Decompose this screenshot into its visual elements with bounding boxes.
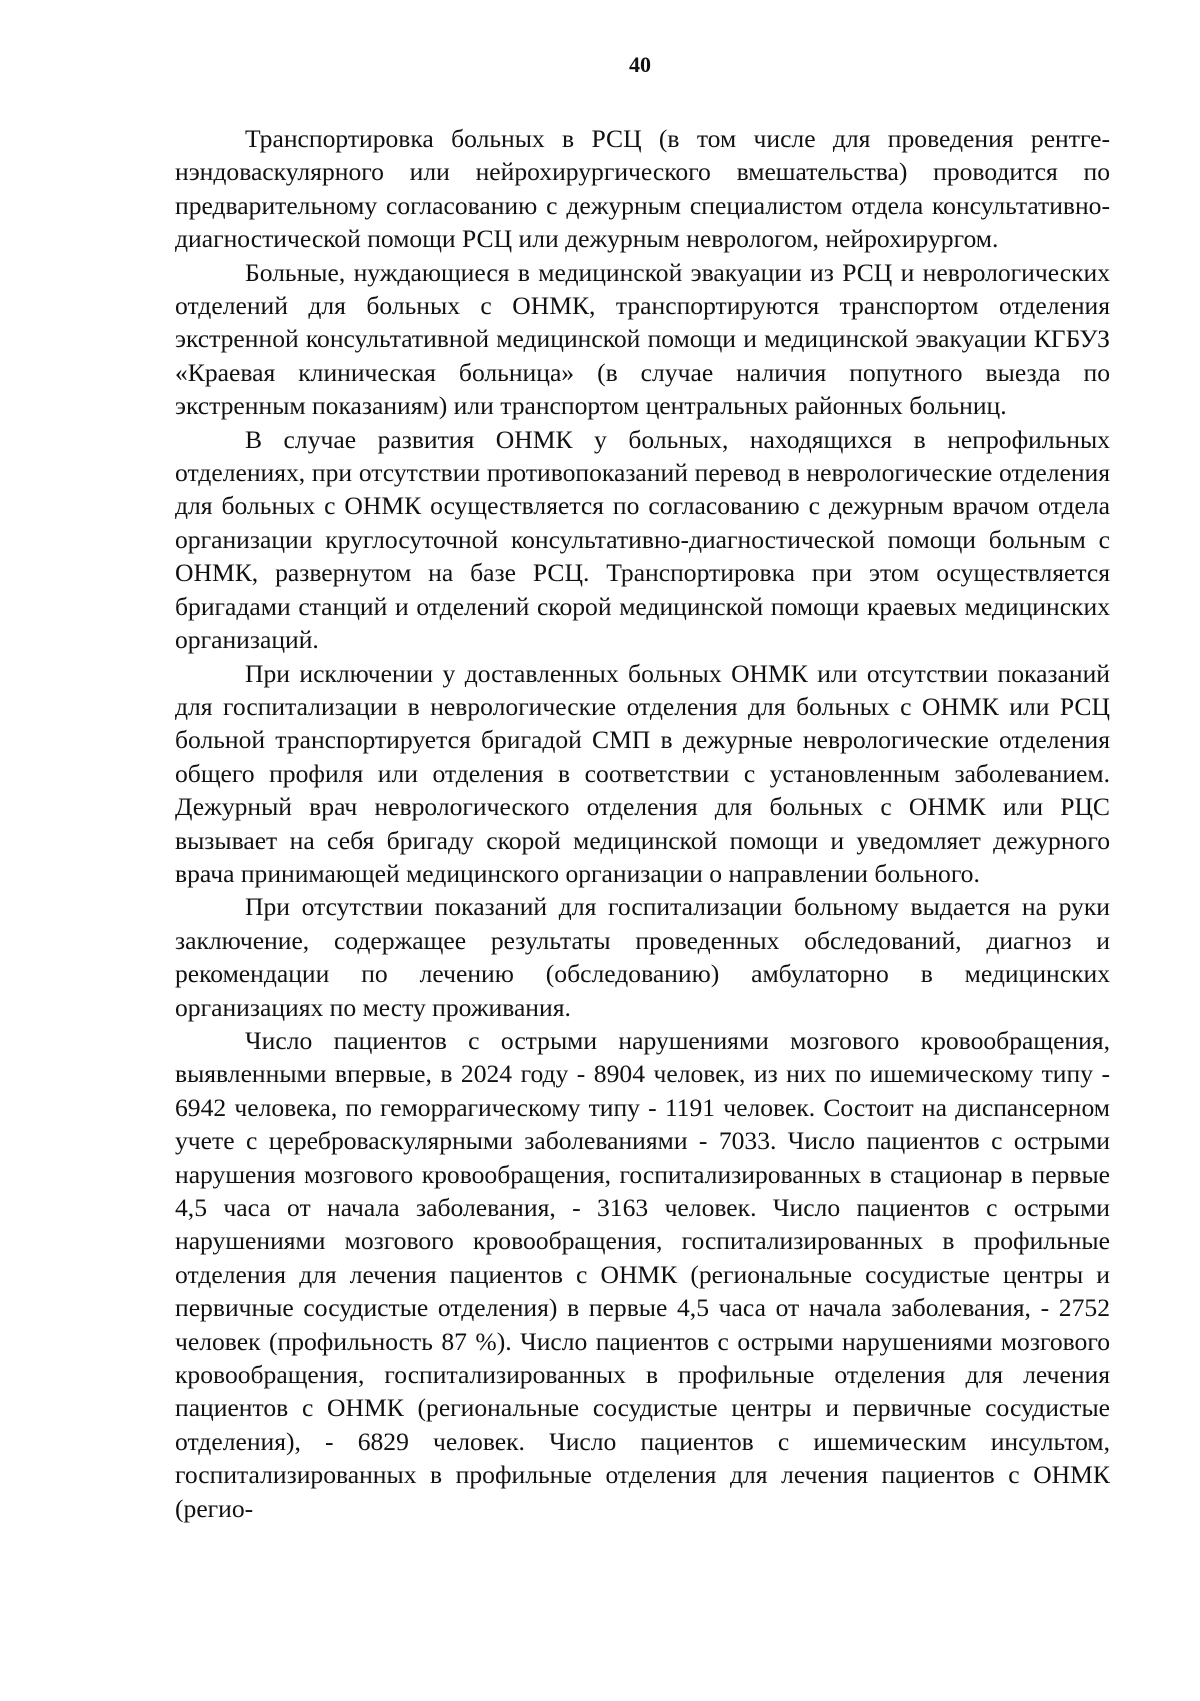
paragraph-medical-evacuation: Больные, нуждающиеся в медицинской эвакуации из РСЦ и неврологических отделений для больных с ОНМК, транспортируются транспортом отделения экстренной консультативной медицинской помощи и медицинской эвакуации КГБУЗ «Краевая клиническая больница» (в случае наличия попутного выезда по экстренным показаниям) или транспортом центральных районных больниц. (175, 257, 1110, 421)
body-text (175, 122, 1110, 1525)
paragraph-onmk-nonprofile: В случае развития ОНМК у больных, находящихся в непрофильных отделениях, при отсутствии противопоказаний перевод в неврологические отделения для больных с ОНМК осуществляется по согласованию с дежурным врачом отдела организации круглосуточной консультативно-диагностической помощи больным с ОНМК, развернутом на базе РСЦ. Транспортировка при этом осуществляется бригадами станций и отделений скорой медицинской помощи краевых медицинских организаций. (175, 424, 1110, 655)
paragraph-no-hospitalization: При отсутствии показаний для госпитализации больному выдается на руки заключение, содержащее результаты проведенных обследований, диагноз и рекомендации по лечению (обследованию) амбулаторно в медицинских организациях по месту проживания. (175, 892, 1110, 1022)
paragraph-onmk-exclusion: При исключении у доставленных больных ОНМК или отсутствии показаний для госпитализации в неврологические отделения для больных с ОНМК или РСЦ больной транспортируется бригадой СМП в дежурные неврологические отделения общего профиля или отделения в соответствии с установленным заболеванием. Дежурный врач неврологического отделения для больных с ОНМК или РЦС вызывает на себя бригаду скорой медицинской помощи и уведомляет дежурного врача принимающей медицинского организации о направлении больного. (175, 658, 1110, 888)
page-number: 40 (629, 52, 651, 77)
paragraph-transport-rsc: Транспортировка больных в РСЦ (в том числе для проведения рентгенэндоваскулярного или нейрохирургического вмешательства) проводится по предварительному согласованию с дежурным специалистом отдела консультативно-диагностической помощи РСЦ или дежурным неврологом, нейрохирургом. (175, 124, 1110, 254)
paragraph-statistics: Число пациентов с острыми нарушениями мозгового кровообращения, выявленными впервые, в 2024 году - 8904 человек, из них по ишемическому типу - 6942 человека, по геморрагическому типу - 1191 человек. Состоит на диспансерном учете с цереброваскулярными заболеваниями - 7033. Число пациентов с острыми нарушения мозгового кровообращения, госпитализированных в стационар в первые 4,5 часа от начала заболевания, - 3163 человек. Число пациентов с острыми нарушениями мозгового кровообращения, госпитализированных в профильные отделения для лечения пациентов с ОНМК (региональные сосудистые центры и первичные сосудистые отделения) в первые 4,5 часа от начала заболевания, - 2752 человек (профильность 87 %). Число пациентов с острыми нарушениями мозгового кровообращения, госпитализированных в профильные отделения для лечения пациентов с ОНМК (региональные сосудистые центры и первичные сосудистые отделения), - 6829 человек. Число пациентов с ишемическим инсультом, госпитализированных в профильные отделения для лечения пациентов с ОНМК (регио- (175, 1025, 1110, 1523)
